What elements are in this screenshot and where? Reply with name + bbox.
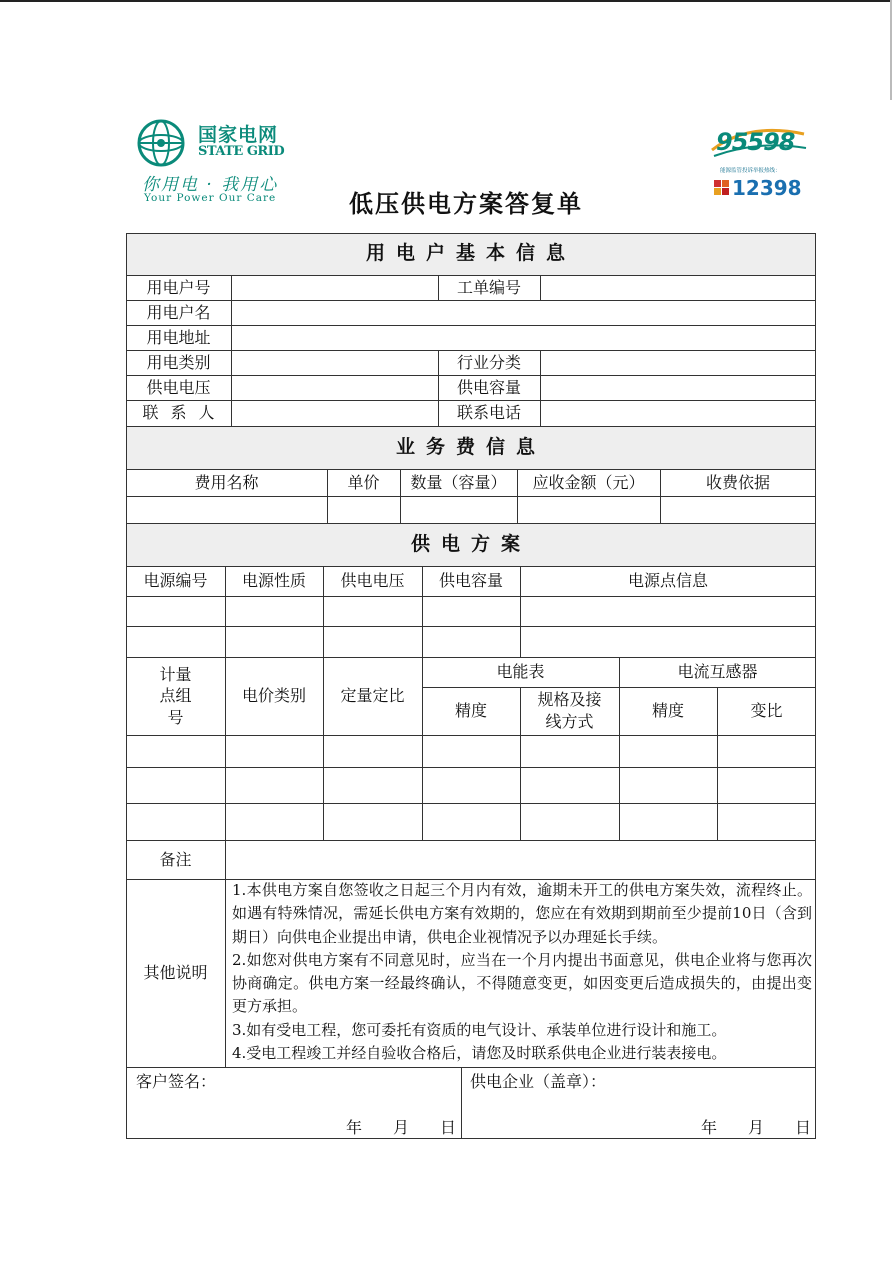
- fee-col-quantity: 数量（容量）: [410, 472, 507, 492]
- document-title: 低压供电方案答复单: [349, 190, 583, 218]
- grid-line: [520, 566, 521, 657]
- fee-amount-field[interactable]: [517, 496, 660, 523]
- grid-line: [126, 400, 816, 401]
- grid-line: [126, 496, 816, 497]
- company-date-year: 年: [701, 1118, 718, 1137]
- supply-plan-header: 供电方案: [126, 523, 816, 566]
- hotline-note: 能源监管投诉举报热线：: [720, 168, 781, 174]
- customer-signature-label: 客户签名：: [136, 1072, 217, 1091]
- col-meter-group-no: 计量点组号: [159, 664, 192, 727]
- grid-line: [815, 233, 816, 1139]
- brand-name-en: STATE GRID: [198, 144, 285, 159]
- other-notes-text: [232, 879, 812, 1065]
- grid-line: [660, 469, 661, 523]
- slogan-cn: 你用电 · 我用心: [142, 175, 279, 195]
- col-current-transformer: 电流互感器: [677, 662, 758, 682]
- label-work-order-no: 工单编号: [456, 277, 521, 297]
- label-address: 用电地址: [146, 327, 211, 347]
- grid-line: [126, 626, 816, 627]
- brand-name-cn: 国家电网: [198, 124, 279, 146]
- state-grid-emblem-icon: [136, 118, 186, 168]
- label-industry: 行业分类: [456, 352, 521, 372]
- grid-line: [126, 375, 816, 376]
- grid-line: [231, 275, 232, 426]
- company-date-day: 日: [795, 1118, 812, 1137]
- grid-line: [126, 350, 816, 351]
- col-ct-precision: 精度: [651, 701, 684, 721]
- slogan-en: Your Power Our Care: [144, 192, 277, 204]
- fee-basis-field[interactable]: [660, 496, 816, 523]
- grid-line: [400, 469, 401, 523]
- company-seal-label: 供电企业（盖章）：: [470, 1072, 607, 1091]
- col-source-point-info: 电源点信息: [627, 571, 708, 591]
- grid-line: [126, 426, 816, 427]
- grid-line: [126, 879, 816, 880]
- grid-line: [126, 523, 816, 524]
- grid-line: [126, 803, 816, 804]
- grid-line: [327, 469, 328, 523]
- fee-col-name: 费用名称: [194, 472, 259, 492]
- customer-date-year: 年: [346, 1118, 363, 1137]
- grid-line: [619, 657, 620, 840]
- grid-line: [517, 469, 518, 523]
- note-item-2: 2.如您对供电方案有不同意见时，应当在一个月内提出书面意见，供电企业将与您再次协商确定。供电方案一经最终确认，不得随意变更，如因变更后造成损失的，由提出变更方承担。: [232, 950, 812, 1016]
- col-source-no: 电源编号: [143, 571, 208, 591]
- grid-line: [461, 1067, 462, 1139]
- account-no-field[interactable]: [231, 275, 438, 300]
- fee-col-basis: 收费依据: [705, 472, 770, 492]
- col-supply-capacity: 供电容量: [438, 571, 503, 591]
- grid-line: [126, 275, 816, 276]
- grid-line: [126, 657, 816, 658]
- col-fixed-ratio: 定量定比: [340, 686, 405, 706]
- label-account-name: 用电户名: [146, 302, 211, 322]
- label-remarks: 备注: [159, 849, 192, 869]
- grid-line: [540, 350, 541, 426]
- account-name-field[interactable]: [231, 300, 816, 325]
- label-usage-category: 用电类别: [146, 352, 211, 372]
- note-item-4: 4.受电工程竣工并经自验收合格后，请您及时联系供电企业进行装表接电。: [232, 1044, 727, 1063]
- customer-signature-field[interactable]: [126, 1067, 461, 1139]
- grid-line: [126, 325, 816, 326]
- meter-row-3[interactable]: [126, 803, 816, 840]
- grid-line: [126, 735, 816, 736]
- hotline-95598: 95598: [716, 128, 795, 156]
- supply-capacity-field[interactable]: [540, 375, 816, 400]
- grid-line: [438, 350, 439, 426]
- reply-form: [126, 233, 816, 1139]
- col-ct-ratio: 变比: [750, 701, 783, 721]
- grid-line: [126, 840, 816, 841]
- meter-row-2[interactable]: [126, 767, 816, 803]
- grid-line: [126, 1138, 816, 1139]
- label-contact-phone: 联系电话: [456, 403, 521, 423]
- col-source-nature: 电源性质: [241, 571, 306, 591]
- grid-line: [126, 596, 816, 597]
- fee-unit-price-field[interactable]: [327, 496, 400, 523]
- grid-line: [717, 687, 718, 840]
- grid-line: [126, 233, 816, 234]
- grid-line: [126, 1067, 816, 1068]
- grid-line: [540, 275, 541, 300]
- grid-line: [438, 275, 439, 300]
- fee-name-field[interactable]: [126, 496, 327, 523]
- grid-line: [422, 566, 423, 840]
- col-meter-precision: 精度: [454, 701, 487, 721]
- customer-date-month: 月: [393, 1118, 410, 1137]
- grid-line: [126, 300, 816, 301]
- address-field[interactable]: [231, 325, 816, 350]
- company-date-month: 月: [748, 1118, 765, 1137]
- page-top-border: [0, 0, 892, 2]
- hotline-12398: 12398: [732, 176, 802, 200]
- grid-line: [126, 767, 816, 768]
- label-account-no: 用电户号: [146, 277, 211, 297]
- grid-line: [323, 566, 324, 840]
- grid-line: [126, 469, 816, 470]
- label-supply-capacity: 供电容量: [456, 377, 521, 397]
- customer-date-day: 日: [440, 1118, 457, 1137]
- supply-voltage-field[interactable]: [231, 375, 438, 400]
- meter-row-1[interactable]: [126, 735, 816, 767]
- grid-line: [520, 687, 521, 840]
- basic-info-header: 用电户基本信息: [126, 233, 816, 275]
- fee-col-unit-price: 单价: [347, 472, 380, 492]
- label-other-notes: 其他说明: [143, 963, 208, 983]
- usage-category-field[interactable]: [231, 350, 438, 375]
- contact-phone-field[interactable]: [540, 400, 816, 426]
- label-contact: 联系人: [142, 403, 227, 423]
- grid-line: [126, 566, 816, 567]
- fee-quantity-field[interactable]: [400, 496, 517, 523]
- grid-line: [225, 566, 226, 1067]
- fees-header: 业务费信息: [126, 426, 816, 469]
- source-row-1[interactable]: [126, 596, 816, 626]
- contact-field[interactable]: [231, 400, 438, 426]
- industry-field[interactable]: [540, 350, 816, 375]
- fee-col-amount: 应收金额（元）: [532, 472, 645, 492]
- grid-line: [126, 233, 127, 1139]
- note-item-3: 3.如有受电工程，您可委托有资质的电气设计、承装单位进行设计和施工。: [232, 1020, 727, 1039]
- source-row-2[interactable]: [126, 626, 816, 657]
- work-order-no-field[interactable]: [540, 275, 816, 300]
- remarks-field[interactable]: [225, 840, 816, 879]
- col-supply-voltage: 供电电压: [340, 571, 405, 591]
- col-price-category: 电价类别: [241, 686, 306, 706]
- col-meter-spec: 规格及接线方式: [537, 690, 602, 731]
- company-seal-field[interactable]: [461, 1067, 816, 1139]
- note-item-1: 1.本供电方案自您签收之日起三个月内有效，逾期未开工的供电方案失效，流程终止。如遇有特殊情况，需延长供电方案有效期的，您应在有效期到期前至少提前10日（含到期日）向供电企业提出申请，供电企业视情况予以办理延长手续。: [232, 881, 812, 946]
- label-supply-voltage: 供电电压: [146, 377, 211, 397]
- col-energy-meter: 电能表: [496, 662, 545, 682]
